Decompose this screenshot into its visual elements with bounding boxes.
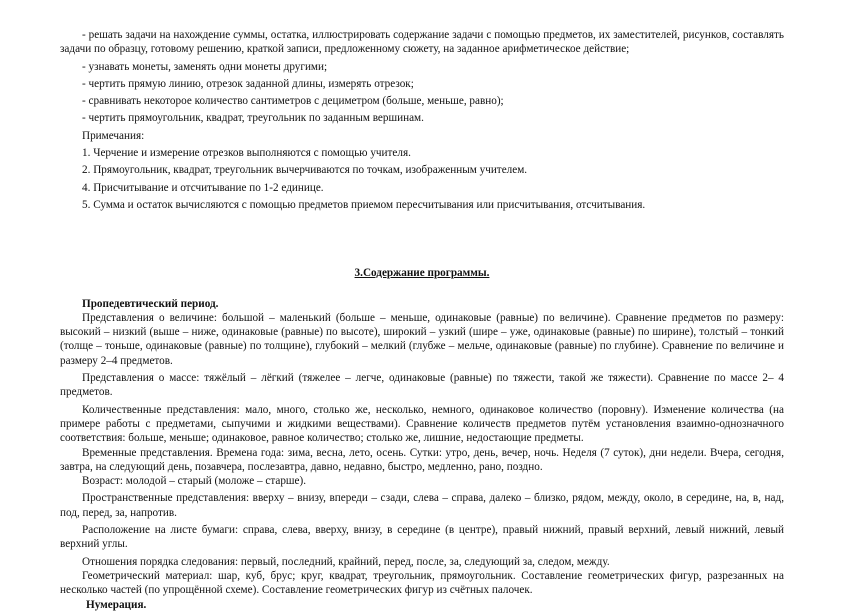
- paragraph-geometry: Геометрический материал: шар, куб, брус; круг, квадрат, треугольник, прямоугольник. Составление геометрических фигур, разрезанных на несколько частей (по упрощённой схеме). Составление геометрических фигур из счётных палочек.: [60, 569, 784, 597]
- paragraph-sheet: Расположение на листе бумаги: справа, слева, вверху, внизу, в середине (в центре), правый нижний, правый верхний, левый нижний, левый верхний углы.: [60, 524, 784, 551]
- note-item-4: 5. Сумма и остаток вычисляются с помощью предметов приемом пересчитывания или присчитывания, отсчитывания.: [82, 198, 646, 211]
- section-heading: 3.Содержание программы.: [354, 267, 490, 280]
- skill-item-5: - чертить прямоугольник, квадрат, треугольник по заданным вершинам.: [82, 112, 424, 125]
- paragraph-time: Временные представления. Времена года: зима, весна, лето, осень. Сутки: утро, день, вечер, ночь. Неделя (7 суток), дни недели. Вчера, сегодня, завтра, на следующий день, позавчера, послезавтра, давно, недавно, быстро, медленно, рано, поздно.: [60, 446, 784, 473]
- note-item-3: 4. Присчитывание и отсчитывание по 1-2 единице.: [82, 181, 324, 194]
- document-body: [60, 28, 784, 612]
- numbering-title: Нумерация.: [86, 598, 147, 611]
- paragraph-mass: Представления о массе: тяжёлый – лёгкий (тяжелее – легче, одинаковые (равные) по тяжести, такой же тяжести). Сравнение по массе 2– 4 предметов.: [60, 372, 784, 399]
- notes-title: Примечания:: [82, 129, 145, 142]
- note-item-2: 2. Прямоугольник, квадрат, треугольник вычерчиваются по точкам, изображенным учителем.: [82, 164, 528, 177]
- skill-item-3: - чертить прямую линию, отрезок заданной длины, измерять отрезок;: [82, 77, 414, 90]
- paragraph-space: Пространственные представления: вверху – внизу, впереди – сзади, слева – справа, далеко – близко, рядом, между, около, в середине, на, в, над, под, перед, за, напротив.: [60, 492, 784, 519]
- skill-item-2: - узнавать монеты, заменять одни монеты другими;: [82, 60, 328, 73]
- propaedeutic-title: Пропедевтический период.: [82, 297, 219, 310]
- paragraph-size: Представления о величине: большой – маленький (больше – меньше, одинаковые (равные) по величине). Сравнение предметов по размеру: высокий – низкий (выше – ниже, одинаковые (равные) по высоте), широкий – узкий (шире – уже, одинаковые (равные) по ширине), толстый – тонкий (толще – тоньше, одинаковые (равные) по толщине), глубокий – мелкий (глубже – мельче, одинаковые (равные) по глубине). Сравнение по величине и размеру 2–4 предметов.: [60, 311, 784, 367]
- skill-item-4: - сравнивать некоторое количество сантиметров с дециметром (больше, меньше, равно);: [82, 95, 504, 108]
- note-item-1: 1. Черчение и измерение отрезков выполняются с помощью учителя.: [82, 147, 411, 160]
- skill-item-1: - решать задачи на нахождение суммы, остатка, иллюстрировать содержание задачи с помощью предметов, их заместителей, рисунков, составлять задачи по образцу, готовому решению, краткой записи, предложенному сюжету, на заданное арифметическое действие;: [60, 29, 784, 56]
- paragraph-order: Отношения порядка следования: первый, последний, крайний, перед, после, за, следующий за, следом, между.: [82, 555, 610, 568]
- paragraph-quantity: Количественные представления: мало, много, столько же, несколько, немного, одинаковое количество (поровну). Изменение количества (на примере работы с предметами, сыпучими и жидкими веществами). Сравнение количеств предметов путём установления взаимно-однозначного соответствия: больше, меньше; одинаковое, равное количество; столько же, лишние, недостающие предметы.: [60, 403, 784, 445]
- paragraph-age: Возраст: молодой – старый (моложе – старше).: [82, 475, 307, 488]
